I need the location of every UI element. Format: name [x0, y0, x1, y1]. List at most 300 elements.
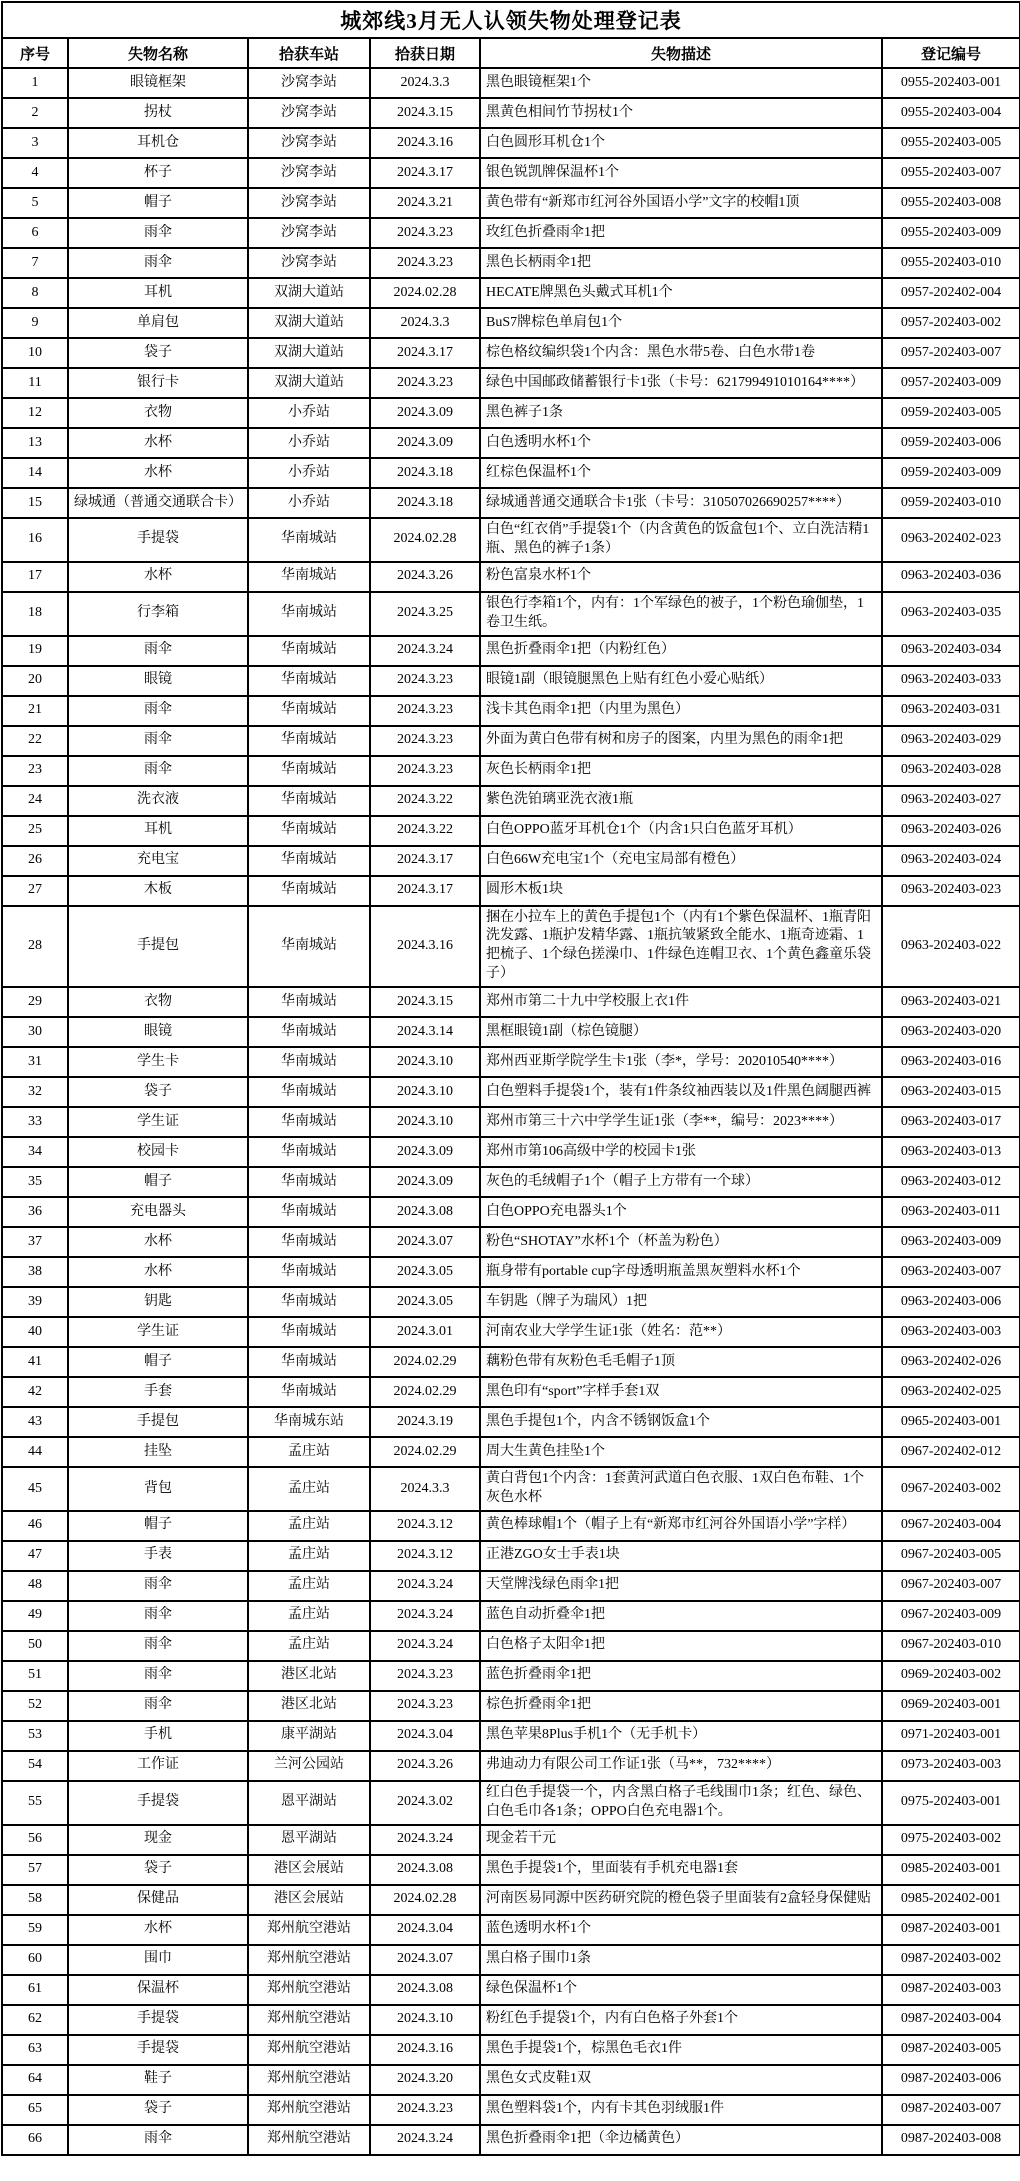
cell-serial: 39 — [2, 1287, 68, 1317]
cell-serial: 35 — [2, 1167, 68, 1197]
table-row — [2, 428, 1020, 458]
cell-item-name: 雨伞 — [68, 2125, 248, 2155]
cell-item-name: 手提袋 — [68, 1781, 248, 1825]
cell-date: 2024.02.28 — [370, 278, 480, 308]
cell-station: 华南城站 — [248, 1017, 370, 1047]
cell-date: 2024.3.04 — [370, 1721, 480, 1751]
cell-station: 小乔站 — [248, 398, 370, 428]
cell-reg-no: 0963-202403-035 — [882, 592, 1020, 636]
cell-station: 沙窝李站 — [248, 98, 370, 128]
cell-desc: 黑色长柄雨伞1把 — [480, 248, 882, 278]
cell-serial: 40 — [2, 1317, 68, 1347]
cell-desc: 白色塑料手提袋1个，装有1件条纹袖西装以及1件黑色阔腿西裤 — [480, 1077, 882, 1107]
cell-reg-no: 0955-202403-004 — [882, 98, 1020, 128]
cell-date: 2024.02.28 — [370, 518, 480, 562]
cell-date: 2024.3.17 — [370, 338, 480, 368]
cell-desc: 黑色苹果8Plus手机1个（无手机卡） — [480, 1721, 882, 1751]
cell-reg-no: 0963-202403-012 — [882, 1167, 1020, 1197]
cell-item-name: 学生卡 — [68, 1047, 248, 1077]
cell-desc: 白色“红衣俏”手提袋1个（内含黄色的饭盒包1个、立白洗洁精1瓶、黑色的裤子1条） — [480, 518, 882, 562]
cell-serial: 24 — [2, 786, 68, 816]
cell-desc: 玫红色折叠雨伞1把 — [480, 218, 882, 248]
table-row — [2, 1077, 1020, 1107]
table-row — [2, 696, 1020, 726]
cell-serial: 41 — [2, 1347, 68, 1377]
cell-station: 华南城站 — [248, 1167, 370, 1197]
cell-reg-no: 0963-202403-022 — [882, 906, 1020, 988]
cell-desc: 正港ZGO女士手表1块 — [480, 1541, 882, 1571]
cell-item-name: 帽子 — [68, 1511, 248, 1541]
table-row — [2, 1571, 1020, 1601]
cell-serial: 63 — [2, 2035, 68, 2065]
cell-item-name: 现金 — [68, 1825, 248, 1855]
cell-station: 港区会展站 — [248, 1885, 370, 1915]
cell-station: 华南城站 — [248, 666, 370, 696]
cell-reg-no: 0987-202403-004 — [882, 2005, 1020, 2035]
cell-station: 华南城站 — [248, 1377, 370, 1407]
cell-date: 2024.3.17 — [370, 876, 480, 906]
cell-serial: 3 — [2, 128, 68, 158]
table-row — [2, 2065, 1020, 2095]
cell-serial: 37 — [2, 1227, 68, 1257]
table-row — [2, 308, 1020, 338]
cell-reg-no: 0985-202403-001 — [882, 1855, 1020, 1885]
table-row — [2, 846, 1020, 876]
cell-station: 沙窝李站 — [248, 248, 370, 278]
cell-station: 华南城站 — [248, 1347, 370, 1377]
table-row — [2, 756, 1020, 786]
cell-station: 华南城站 — [248, 1287, 370, 1317]
cell-desc: 黑色塑料袋1个，内有卡其色羽绒服1件 — [480, 2095, 882, 2125]
cell-station: 华南城站 — [248, 1257, 370, 1287]
table-row — [2, 1915, 1020, 1945]
cell-date: 2024.3.18 — [370, 458, 480, 488]
cell-desc: 绿色中国邮政储蓄银行卡1张（卡号：621799491010164****） — [480, 368, 882, 398]
cell-station: 双湖大道站 — [248, 338, 370, 368]
cell-date: 2024.02.29 — [370, 1347, 480, 1377]
cell-station: 华南城站 — [248, 1047, 370, 1077]
cell-date: 2024.3.09 — [370, 1167, 480, 1197]
cell-serial: 29 — [2, 987, 68, 1017]
cell-item-name: 水杯 — [68, 428, 248, 458]
cell-item-name: 学生证 — [68, 1107, 248, 1137]
cell-desc: 红棕色保温杯1个 — [480, 458, 882, 488]
table-row — [2, 562, 1020, 592]
cell-serial: 19 — [2, 636, 68, 666]
cell-desc: 白色格子太阳伞1把 — [480, 1631, 882, 1661]
cell-station: 康平湖站 — [248, 1721, 370, 1751]
table-row — [2, 2125, 1020, 2155]
cell-item-name: 单肩包 — [68, 308, 248, 338]
cell-reg-no: 0963-202403-031 — [882, 696, 1020, 726]
table-row — [2, 248, 1020, 278]
cell-date: 2024.3.02 — [370, 1781, 480, 1825]
cell-item-name: 袋子 — [68, 2095, 248, 2125]
column-header-station: 拾获车站 — [248, 38, 370, 68]
cell-desc: 现金若干元 — [480, 1825, 882, 1855]
cell-item-name: 眼镜 — [68, 1017, 248, 1047]
cell-item-name: 雨伞 — [68, 726, 248, 756]
cell-station: 港区会展站 — [248, 1855, 370, 1885]
cell-date: 2024.3.04 — [370, 1915, 480, 1945]
cell-item-name: 雨伞 — [68, 1601, 248, 1631]
table-row — [2, 128, 1020, 158]
cell-reg-no: 0959-202403-010 — [882, 488, 1020, 518]
cell-reg-no: 0963-202403-007 — [882, 1257, 1020, 1287]
cell-serial: 53 — [2, 1721, 68, 1751]
table-row — [2, 666, 1020, 696]
cell-desc: 白色圆形耳机仓1个 — [480, 128, 882, 158]
table-row — [2, 1721, 1020, 1751]
cell-station: 孟庄站 — [248, 1437, 370, 1467]
cell-reg-no: 0963-202403-013 — [882, 1137, 1020, 1167]
cell-item-name: 手提袋 — [68, 2035, 248, 2065]
table-row — [2, 1855, 1020, 1885]
cell-date: 2024.3.23 — [370, 218, 480, 248]
cell-reg-no: 0963-202403-009 — [882, 1227, 1020, 1257]
cell-desc: 粉红色手提袋1个，内有白色格子外套1个 — [480, 2005, 882, 2035]
table-row — [2, 1511, 1020, 1541]
cell-date: 2024.3.23 — [370, 1691, 480, 1721]
table-row — [2, 726, 1020, 756]
cell-serial: 55 — [2, 1781, 68, 1825]
cell-desc: 黑色手提袋1个，里面装有手机充电器1套 — [480, 1855, 882, 1885]
cell-station: 郑州航空港站 — [248, 1915, 370, 1945]
cell-serial: 13 — [2, 428, 68, 458]
cell-desc: 藕粉色带有灰粉色毛毛帽子1顶 — [480, 1347, 882, 1377]
cell-serial: 43 — [2, 1407, 68, 1437]
cell-reg-no: 0987-202403-002 — [882, 1945, 1020, 1975]
cell-reg-no: 0967-202403-005 — [882, 1541, 1020, 1571]
cell-date: 2024.3.05 — [370, 1257, 480, 1287]
cell-desc: 黑黄色相间竹节拐杖1个 — [480, 98, 882, 128]
cell-serial: 34 — [2, 1137, 68, 1167]
cell-station: 小乔站 — [248, 458, 370, 488]
cell-station: 华南城站 — [248, 786, 370, 816]
column-header-serial: 序号 — [2, 38, 68, 68]
cell-item-name: 工作证 — [68, 1751, 248, 1781]
table-row — [2, 278, 1020, 308]
cell-station: 华南城站 — [248, 518, 370, 562]
table-row — [2, 1017, 1020, 1047]
cell-desc: HECATE牌黑色头戴式耳机1个 — [480, 278, 882, 308]
table-row — [2, 98, 1020, 128]
cell-date: 2024.3.10 — [370, 1077, 480, 1107]
cell-station: 兰河公园站 — [248, 1751, 370, 1781]
cell-desc: 黑色眼镜框架1个 — [480, 68, 882, 98]
column-header-desc: 失物描述 — [480, 38, 882, 68]
cell-serial: 62 — [2, 2005, 68, 2035]
cell-desc: 郑州市第106高级中学的校园卡1张 — [480, 1137, 882, 1167]
cell-serial: 15 — [2, 488, 68, 518]
cell-serial: 7 — [2, 248, 68, 278]
cell-item-name: 衣物 — [68, 398, 248, 428]
cell-desc: 圆形木板1块 — [480, 876, 882, 906]
cell-serial: 23 — [2, 756, 68, 786]
table-row — [2, 1437, 1020, 1467]
cell-date: 2024.3.09 — [370, 428, 480, 458]
cell-date: 2024.3.01 — [370, 1317, 480, 1347]
cell-desc: 黑色折叠雨伞1把（内粉红色） — [480, 636, 882, 666]
table-row — [2, 488, 1020, 518]
table-row — [2, 987, 1020, 1017]
cell-serial: 47 — [2, 1541, 68, 1571]
cell-desc: 灰色的毛绒帽子1个（帽子上方带有一个球） — [480, 1167, 882, 1197]
cell-desc: 白色66W充电宝1个（充电宝局部有橙色） — [480, 846, 882, 876]
cell-desc: 蓝色透明水杯1个 — [480, 1915, 882, 1945]
cell-date: 2024.3.24 — [370, 636, 480, 666]
cell-serial: 36 — [2, 1197, 68, 1227]
cell-date: 2024.3.21 — [370, 188, 480, 218]
cell-station: 孟庄站 — [248, 1511, 370, 1541]
cell-serial: 18 — [2, 592, 68, 636]
cell-date: 2024.3.15 — [370, 98, 480, 128]
cell-desc: 灰色长柄雨伞1把 — [480, 756, 882, 786]
cell-station: 华南城站 — [248, 696, 370, 726]
table-row — [2, 786, 1020, 816]
table-row — [2, 398, 1020, 428]
cell-desc: 黑色裤子1条 — [480, 398, 882, 428]
cell-reg-no: 0987-202403-006 — [882, 2065, 1020, 2095]
cell-date: 2024.3.07 — [370, 1227, 480, 1257]
cell-item-name: 帽子 — [68, 1347, 248, 1377]
cell-item-name: 帽子 — [68, 188, 248, 218]
cell-serial: 45 — [2, 1467, 68, 1511]
cell-reg-no: 0987-202403-007 — [882, 2095, 1020, 2125]
column-header-reg-no: 登记编号 — [882, 38, 1020, 68]
cell-reg-no: 0987-202403-001 — [882, 1915, 1020, 1945]
table-row — [2, 876, 1020, 906]
cell-item-name: 学生证 — [68, 1317, 248, 1347]
cell-station: 华南城东站 — [248, 1407, 370, 1437]
cell-desc: 郑州西亚斯学院学生卡1张（李*，学号：202010540****） — [480, 1047, 882, 1077]
cell-item-name: 帽子 — [68, 1167, 248, 1197]
lost-items-table — [1, 1, 1020, 2156]
cell-date: 2024.3.23 — [370, 248, 480, 278]
table-row — [2, 218, 1020, 248]
cell-station: 郑州航空港站 — [248, 1945, 370, 1975]
cell-station: 郑州航空港站 — [248, 2095, 370, 2125]
cell-date: 2024.3.24 — [370, 1631, 480, 1661]
column-header-item-name: 失物名称 — [68, 38, 248, 68]
table-row — [2, 458, 1020, 488]
cell-date: 2024.3.18 — [370, 488, 480, 518]
cell-reg-no: 0957-202402-004 — [882, 278, 1020, 308]
cell-date: 2024.3.16 — [370, 128, 480, 158]
cell-station: 华南城站 — [248, 1107, 370, 1137]
cell-station: 郑州航空港站 — [248, 1975, 370, 2005]
cell-desc: 绿城通普通交通联合卡1张（卡号：310507026690257****） — [480, 488, 882, 518]
cell-serial: 54 — [2, 1751, 68, 1781]
cell-reg-no: 0959-202403-005 — [882, 398, 1020, 428]
cell-serial: 56 — [2, 1825, 68, 1855]
cell-reg-no: 0963-202402-026 — [882, 1347, 1020, 1377]
cell-date: 2024.3.07 — [370, 1945, 480, 1975]
cell-station: 港区北站 — [248, 1661, 370, 1691]
cell-station: 郑州航空港站 — [248, 2065, 370, 2095]
cell-serial: 31 — [2, 1047, 68, 1077]
cell-station: 恩平湖站 — [248, 1825, 370, 1855]
cell-reg-no: 0955-202403-005 — [882, 128, 1020, 158]
cell-date: 2024.3.10 — [370, 1047, 480, 1077]
cell-date: 2024.3.08 — [370, 1197, 480, 1227]
cell-station: 华南城站 — [248, 592, 370, 636]
cell-date: 2024.3.22 — [370, 786, 480, 816]
cell-item-name: 手表 — [68, 1541, 248, 1571]
cell-station: 华南城站 — [248, 876, 370, 906]
cell-desc: 蓝色折叠雨伞1把 — [480, 1661, 882, 1691]
cell-date: 2024.3.14 — [370, 1017, 480, 1047]
title-row — [2, 2, 1020, 38]
cell-date: 2024.3.23 — [370, 696, 480, 726]
cell-serial: 32 — [2, 1077, 68, 1107]
cell-reg-no: 0955-202403-010 — [882, 248, 1020, 278]
cell-serial: 20 — [2, 666, 68, 696]
cell-station: 郑州航空港站 — [248, 2035, 370, 2065]
cell-item-name: 校园卡 — [68, 1137, 248, 1167]
table-row — [2, 1781, 1020, 1825]
cell-serial: 14 — [2, 458, 68, 488]
cell-station: 孟庄站 — [248, 1467, 370, 1511]
cell-station: 沙窝李站 — [248, 128, 370, 158]
cell-station: 华南城站 — [248, 1077, 370, 1107]
cell-desc: 绿色保温杯1个 — [480, 1975, 882, 2005]
cell-date: 2024.3.23 — [370, 756, 480, 786]
cell-station: 华南城站 — [248, 1317, 370, 1347]
table-header-row — [2, 38, 1020, 68]
cell-serial: 17 — [2, 562, 68, 592]
cell-serial: 26 — [2, 846, 68, 876]
cell-item-name: 木板 — [68, 876, 248, 906]
cell-reg-no: 0963-202403-006 — [882, 1287, 1020, 1317]
cell-desc: 白色OPPO蓝牙耳机仓1个（内含1只白色蓝牙耳机） — [480, 816, 882, 846]
cell-station: 沙窝李站 — [248, 188, 370, 218]
cell-desc: 车钥匙（牌子为瑞风）1把 — [480, 1287, 882, 1317]
table-row — [2, 1661, 1020, 1691]
cell-reg-no: 0963-202403-016 — [882, 1047, 1020, 1077]
cell-station: 小乔站 — [248, 428, 370, 458]
cell-date: 2024.3.20 — [370, 2065, 480, 2095]
cell-station: 华南城站 — [248, 1197, 370, 1227]
cell-serial: 11 — [2, 368, 68, 398]
cell-reg-no: 0963-202403-033 — [882, 666, 1020, 696]
cell-serial: 49 — [2, 1601, 68, 1631]
cell-desc: 浅卡其色雨伞1把（内里为黑色） — [480, 696, 882, 726]
cell-serial: 64 — [2, 2065, 68, 2095]
cell-station: 华南城站 — [248, 1137, 370, 1167]
cell-station: 双湖大道站 — [248, 308, 370, 338]
cell-station: 华南城站 — [248, 1227, 370, 1257]
cell-reg-no: 0963-202403-017 — [882, 1107, 1020, 1137]
cell-desc: 河南医易同源中医药研究院的橙色袋子里面装有2盒轻身保健贴 — [480, 1885, 882, 1915]
cell-date: 2024.3.10 — [370, 1107, 480, 1137]
cell-serial: 4 — [2, 158, 68, 188]
cell-station: 华南城站 — [248, 816, 370, 846]
cell-item-name: 雨伞 — [68, 218, 248, 248]
cell-item-name: 水杯 — [68, 1227, 248, 1257]
cell-desc: 蓝色自动折叠伞1把 — [480, 1601, 882, 1631]
cell-date: 2024.3.24 — [370, 1601, 480, 1631]
cell-item-name: 雨伞 — [68, 756, 248, 786]
cell-serial: 44 — [2, 1437, 68, 1467]
cell-station: 沙窝李站 — [248, 158, 370, 188]
table-row — [2, 1541, 1020, 1571]
cell-desc: 黑色女式皮鞋1双 — [480, 2065, 882, 2095]
cell-item-name: 雨伞 — [68, 636, 248, 666]
table-row — [2, 2095, 1020, 2125]
cell-desc: 黄色棒球帽1个（帽子上有“新郑市红河谷外国语小学”字样） — [480, 1511, 882, 1541]
cell-reg-no: 0963-202403-021 — [882, 987, 1020, 1017]
cell-desc: 黑色手提包1个，内含不锈钢饭盒1个 — [480, 1407, 882, 1437]
cell-item-name: 洗衣液 — [68, 786, 248, 816]
column-header-date: 拾获日期 — [370, 38, 480, 68]
cell-item-name: 拐杖 — [68, 98, 248, 128]
cell-station: 双湖大道站 — [248, 368, 370, 398]
cell-date: 2024.3.22 — [370, 816, 480, 846]
table-row — [2, 2035, 1020, 2065]
cell-reg-no: 0963-202403-020 — [882, 1017, 1020, 1047]
cell-date: 2024.3.17 — [370, 158, 480, 188]
cell-desc: 白色透明水杯1个 — [480, 428, 882, 458]
cell-desc: 红白色手提袋一个，内含黑白格子毛线围巾1条；红色、绿色、白色毛巾各1条；OPPO白色充电器1个。 — [480, 1781, 882, 1825]
cell-reg-no: 0967-202403-004 — [882, 1511, 1020, 1541]
cell-desc: BuS7牌棕色单肩包1个 — [480, 308, 882, 338]
cell-serial: 57 — [2, 1855, 68, 1885]
cell-station: 华南城站 — [248, 756, 370, 786]
table-row — [2, 368, 1020, 398]
cell-date: 2024.3.24 — [370, 1571, 480, 1601]
cell-serial: 22 — [2, 726, 68, 756]
cell-reg-no: 0971-202403-001 — [882, 1721, 1020, 1751]
cell-desc: 瓶身带有portable cup字母透明瓶盖黑灰塑料水杯1个 — [480, 1257, 882, 1287]
table-row — [2, 1287, 1020, 1317]
cell-date: 2024.3.08 — [370, 1855, 480, 1885]
cell-desc: 捆在小拉车上的黄色手提包1个（内有1个紫色保温杯、1瓶青阳洗发露、1瓶护发精华露、1瓶抗皱紧致全能水、1瓶奇迹霜、1把梳子、1个绿色搓澡巾、1件绿色连帽卫衣、1个黄色鑫童乐袋子） — [480, 906, 882, 988]
cell-reg-no: 0963-202402-025 — [882, 1377, 1020, 1407]
cell-station: 孟庄站 — [248, 1601, 370, 1631]
cell-item-name: 鞋子 — [68, 2065, 248, 2095]
cell-item-name: 雨伞 — [68, 1571, 248, 1601]
cell-date: 2024.3.16 — [370, 906, 480, 988]
cell-date: 2024.3.23 — [370, 666, 480, 696]
cell-reg-no: 0963-202403-027 — [882, 786, 1020, 816]
table-row — [2, 1631, 1020, 1661]
cell-item-name: 耳机 — [68, 278, 248, 308]
cell-reg-no: 0955-202403-007 — [882, 158, 1020, 188]
cell-reg-no: 0957-202403-002 — [882, 308, 1020, 338]
cell-station: 双湖大道站 — [248, 278, 370, 308]
table-row — [2, 1377, 1020, 1407]
cell-reg-no: 0963-202403-029 — [882, 726, 1020, 756]
cell-reg-no: 0967-202403-007 — [882, 1571, 1020, 1601]
cell-reg-no: 0975-202403-001 — [882, 1781, 1020, 1825]
cell-date: 2024.3.3 — [370, 68, 480, 98]
cell-item-name: 水杯 — [68, 1257, 248, 1287]
cell-reg-no: 0975-202403-002 — [882, 1825, 1020, 1855]
cell-date: 2024.3.17 — [370, 846, 480, 876]
cell-date: 2024.3.12 — [370, 1541, 480, 1571]
cell-station: 华南城站 — [248, 636, 370, 666]
cell-reg-no: 0963-202403-011 — [882, 1197, 1020, 1227]
cell-desc: 白色OPPO充电器头1个 — [480, 1197, 882, 1227]
cell-serial: 1 — [2, 68, 68, 98]
cell-desc: 外面为黄白色带有树和房子的图案，内里为黑色的雨伞1把 — [480, 726, 882, 756]
cell-station: 华南城站 — [248, 906, 370, 988]
cell-item-name: 袋子 — [68, 338, 248, 368]
cell-reg-no: 0957-202403-007 — [882, 338, 1020, 368]
cell-desc: 黑色手提袋1个，棕黑色毛衣1件 — [480, 2035, 882, 2065]
table-row — [2, 2005, 1020, 2035]
